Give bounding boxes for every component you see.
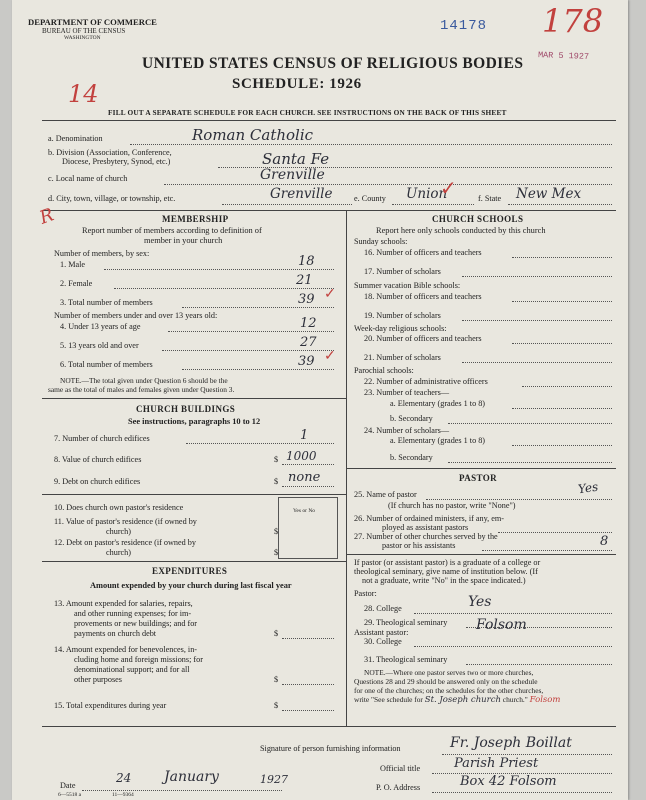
po-address-line [432, 792, 612, 793]
q3-value[interactable]: 39 [298, 292, 315, 307]
q29-value[interactable]: Folsom [476, 617, 527, 633]
date-label: Date [60, 781, 76, 790]
q24a-label: a. Elementary (grades 1 to 8) [390, 436, 486, 445]
q22-label: 22. Number of administrative officers [364, 377, 488, 386]
q15-line [282, 710, 334, 711]
po-address-label: P. O. Address [376, 783, 421, 792]
division-label: b. Division (Association, Conference, [48, 148, 172, 157]
q9-dollar: $ [274, 477, 279, 486]
yes-no-box [278, 497, 338, 559]
pastor-inner-rule [346, 554, 616, 555]
local-name-value[interactable]: Grenville [260, 167, 325, 183]
q2-line [114, 288, 334, 289]
signature-value[interactable]: Fr. Joseph Boillat [450, 735, 572, 751]
weekday-schools-label: Week-day religious schools: [354, 324, 447, 333]
q2-label: 2. Female [60, 279, 93, 288]
signature-label: Signature of person furnishing information [260, 744, 401, 753]
city-value[interactable]: Grenville [270, 186, 333, 202]
see-schedule-value[interactable]: St. Joseph church [424, 695, 501, 705]
denomination-line [130, 144, 612, 145]
q9-value[interactable]: none [288, 470, 321, 485]
sunday-schools-label: Sunday schools: [354, 237, 408, 246]
pastor-note-4 [354, 695, 560, 705]
q28-value[interactable]: Yes [468, 594, 492, 610]
q9-line [282, 486, 334, 487]
q5-value[interactable]: 27 [300, 335, 317, 350]
city-heading: WASHINGTON [64, 35, 101, 41]
q13-label-4: payments on church debt [74, 629, 157, 638]
q22-line [522, 386, 612, 387]
graduate-note-2: theological seminary, give name of institution below. (If [354, 567, 538, 576]
see-schedule-hand-note: Folsom [529, 695, 561, 705]
q30-line [414, 646, 612, 647]
date-year-value[interactable]: 1927 [260, 773, 288, 786]
q27-label-2: pastor or his assistants [382, 541, 456, 550]
red-check-mark: ✓ [440, 178, 457, 200]
q5-label: 5. 13 years old and over [60, 341, 139, 350]
q8-dollar: $ [274, 455, 279, 464]
q7-line [186, 443, 334, 444]
form-number: 6—5518 a [58, 792, 82, 798]
q19-line [462, 320, 612, 321]
signature-line [442, 754, 612, 755]
received-date-stamp: MAR 5 1927 [537, 50, 590, 62]
q5-line [162, 350, 334, 351]
q7-label: 7. Number of church edifices [54, 434, 150, 443]
q13-dollar: $ [274, 629, 279, 638]
margin-red-letter: R [36, 204, 57, 229]
q20-label: 20. Number of officers and teachers [364, 334, 482, 343]
q24-label: 24. Number of scholars— [364, 426, 450, 435]
q13-label: 13. Amount expended for salaries, repairs, [54, 599, 193, 608]
county-line [392, 204, 474, 205]
under-over-label: Number of members under and over 13 years old: [54, 311, 218, 320]
q29-label: 29. Theological seminary [364, 618, 448, 627]
q14-label-2: cluding home and foreign missions; for [74, 655, 203, 664]
q26-label: 26. Number of ordained ministers, if any, em- [354, 514, 504, 523]
q2-value[interactable]: 21 [296, 273, 313, 288]
q17-line [462, 276, 612, 277]
q9-label: 9. Debt on church edifices [54, 477, 141, 486]
parochial-schools-label: Parochial schools: [354, 366, 414, 375]
buildings-title: CHURCH BUILDINGS [136, 404, 236, 414]
q24b-line [448, 462, 612, 463]
q12-label-2: church) [106, 548, 132, 557]
q7-value[interactable]: 1 [300, 428, 309, 443]
official-title-label: Official title [380, 764, 421, 773]
header-rule [42, 120, 616, 121]
q25-label: 25. Name of pastor [354, 490, 417, 499]
form-subtitle: SCHEDULE: 1926 [232, 76, 362, 92]
q23-label: 23. Number of teachers— [364, 388, 450, 397]
q1-line [104, 269, 334, 270]
denomination-label: a. Denomination [48, 134, 103, 143]
members-by-sex-label: Number of members, by sex: [54, 249, 150, 258]
buildings-inner-rule [42, 494, 346, 495]
footer-rule [42, 726, 616, 727]
q15-label: 15. Total expenditures during year [54, 701, 167, 710]
q26-line [498, 532, 612, 533]
q31-label: 31. Theological seminary [364, 655, 448, 664]
q16-line [512, 257, 612, 258]
q14-label-3: denominational support; and for all [74, 665, 190, 674]
pastor-title: PASTOR [459, 473, 498, 483]
official-title-value[interactable]: Parish Priest [454, 756, 539, 771]
department-heading: DEPARTMENT OF COMMERCE [28, 17, 157, 27]
expenditures-subtitle: Amount expended by your church during last fiscal year [90, 581, 292, 590]
schools-subtitle: Report here only schools conducted by this church [376, 226, 546, 235]
q12-dollar: $ [274, 548, 279, 557]
q17-label: 17. Number of scholars [364, 267, 441, 276]
local-name-line [164, 184, 612, 185]
summer-schools-label: Summer vacation Bible schools: [354, 281, 461, 290]
census-schedule-sheet [12, 0, 628, 800]
q19-label: 19. Number of scholars [364, 311, 441, 320]
county-label: e. County [354, 194, 386, 203]
margin-red-number: 14 [68, 80, 99, 108]
city-label: d. City, town, village, or township, etc. [48, 194, 176, 203]
division-value[interactable]: Santa Fe [262, 150, 330, 168]
graduate-note-1: If pastor (or assistant pastor) is a graduate of a college or [354, 558, 541, 567]
q4-line [168, 331, 334, 332]
q28-line [414, 613, 612, 614]
q21-label: 21. Number of scholars [364, 353, 441, 362]
city-line [222, 204, 352, 205]
q13-label-2: and other running expenses; for im- [74, 609, 192, 618]
pastor-sub-label: Pastor: [354, 589, 377, 598]
expenditures-title: EXPENDITURES [152, 566, 228, 576]
q6-label: 6. Total number of members [60, 360, 153, 369]
q18-line [512, 301, 612, 302]
form-instruction: FILL OUT A SEPARATE SCHEDULE FOR EACH CHURCH. SEE INSTRUCTIONS ON THE BACK OF THIS SHEET [108, 108, 507, 117]
assistant-pastor-label: Assistant pastor: [354, 628, 409, 637]
q23b-label: b. Secondary [390, 414, 433, 423]
q21-line [462, 362, 612, 363]
q20-line [512, 343, 612, 344]
q30-label: 30. College [364, 637, 402, 646]
membership-note-1: NOTE.—The total given under Question 6 should be the [60, 376, 228, 385]
state-label: f. State [478, 194, 502, 203]
membership-rule [42, 398, 346, 399]
q23b-line [448, 423, 612, 424]
q14-dollar: $ [274, 675, 279, 684]
print-number: 11—9364 [112, 792, 134, 798]
q13-line [282, 638, 334, 639]
q24a-line [512, 445, 612, 446]
q25-note: (If church has no pastor, write "None") [388, 501, 516, 510]
q11-label: 11. Value of pastor's residence (if owned by [54, 517, 197, 526]
pastor-note-3: for one of the churches; on the schedules for the other churches, [354, 686, 544, 695]
q3-label: 3. Total number of members [60, 298, 153, 307]
q18-label: 18. Number of officers and teachers [364, 292, 482, 301]
q3-line [182, 307, 334, 308]
q4-label: 4. Under 13 years of age [60, 322, 141, 331]
q26-label-2: ployed as assistant pastors [382, 523, 469, 532]
q8-value[interactable]: 1000 [286, 449, 317, 463]
q24b-label: b. Secondary [390, 453, 433, 462]
membership-intro-2: member in your church [144, 236, 223, 245]
pastor-note-4-end: church." [502, 695, 528, 704]
serial-number: 14178 [440, 18, 488, 34]
q27-value[interactable]: 8 [600, 534, 609, 549]
q14-line [282, 684, 334, 685]
yes-no-header: Yes or No [293, 508, 316, 514]
membership-note-2: same as the total of males and females given under Question 3. [48, 385, 235, 394]
q25-line [426, 499, 612, 500]
date-line [82, 790, 282, 791]
q15-dollar: $ [274, 701, 279, 710]
q10-label: 10. Does church own pastor's residence [54, 503, 184, 512]
q3-red-check: ✓ [324, 287, 336, 302]
ident-rule [42, 210, 616, 211]
q27-line [482, 550, 612, 551]
q23a-line [512, 408, 612, 409]
q6-value[interactable]: 39 [298, 354, 315, 369]
q8-label: 8. Value of church edifices [54, 455, 142, 464]
pastor-note-4-text: write "See schedule for [354, 695, 423, 704]
county-value[interactable]: Union [406, 186, 448, 202]
buildings-subtitle: See instructions, paragraphs 10 to 12 [128, 417, 261, 426]
q8-line [282, 464, 334, 465]
q11-label-2: church) [106, 527, 132, 536]
schools-title: CHURCH SCHOOLS [432, 214, 524, 224]
state-value[interactable]: New Mex [516, 186, 582, 202]
local-name-label: c. Local name of church [48, 174, 128, 183]
q16-label: 16. Number of officers and teachers [364, 248, 482, 257]
q13-label-3: provements or new buildings; and for [74, 619, 198, 628]
membership-title: MEMBERSHIP [162, 214, 229, 224]
graduate-note-3: not a graduate, write "No" in the space indicated.) [362, 576, 526, 585]
q28-label: 28. College [364, 604, 402, 613]
red-record-number: 178 [542, 2, 604, 40]
bureau-heading: BUREAU OF THE CENSUS [42, 27, 126, 35]
date-month-value[interactable]: January [164, 769, 219, 785]
q12-label: 12. Debt on pastor's residence (if owned by [54, 538, 196, 547]
denomination-value[interactable]: Roman Catholic [192, 126, 314, 144]
date-day-value[interactable]: 24 [116, 771, 132, 785]
buildings-rule [42, 561, 346, 562]
division-label-2: Diocese, Presbytery, Synod, etc.) [62, 157, 171, 166]
q4-value[interactable]: 12 [300, 316, 317, 331]
pastor-note-2: Questions 28 and 29 should be answered only on the schedule [354, 677, 538, 686]
q23a-label: a. Elementary (grades 1 to 8) [390, 399, 486, 408]
po-address-value[interactable]: Box 42 Folsom [460, 774, 557, 789]
pastor-note-1: NOTE.—Where one pastor serves two or more churches, [364, 668, 534, 677]
q14-label-4: other purposes [74, 675, 122, 684]
q6-line [182, 369, 334, 370]
q6-red-check: ✓ [324, 349, 336, 364]
membership-intro-1: Report number of members according to definition of [82, 226, 262, 235]
form-title: UNITED STATES CENSUS OF RELIGIOUS BODIES [142, 55, 524, 72]
q14-label: 14. Amount expended for benevolences, in- [54, 645, 198, 654]
q25-value[interactable]: Yes [577, 479, 600, 497]
schools-rule [346, 468, 616, 469]
q31-line [466, 664, 612, 665]
q27-label: 27. Number of other churches served by the [354, 532, 498, 541]
state-line [508, 204, 612, 205]
q1-value[interactable]: 18 [298, 254, 315, 269]
q1-label: 1. Male [60, 260, 86, 269]
q11-dollar: $ [274, 527, 279, 536]
